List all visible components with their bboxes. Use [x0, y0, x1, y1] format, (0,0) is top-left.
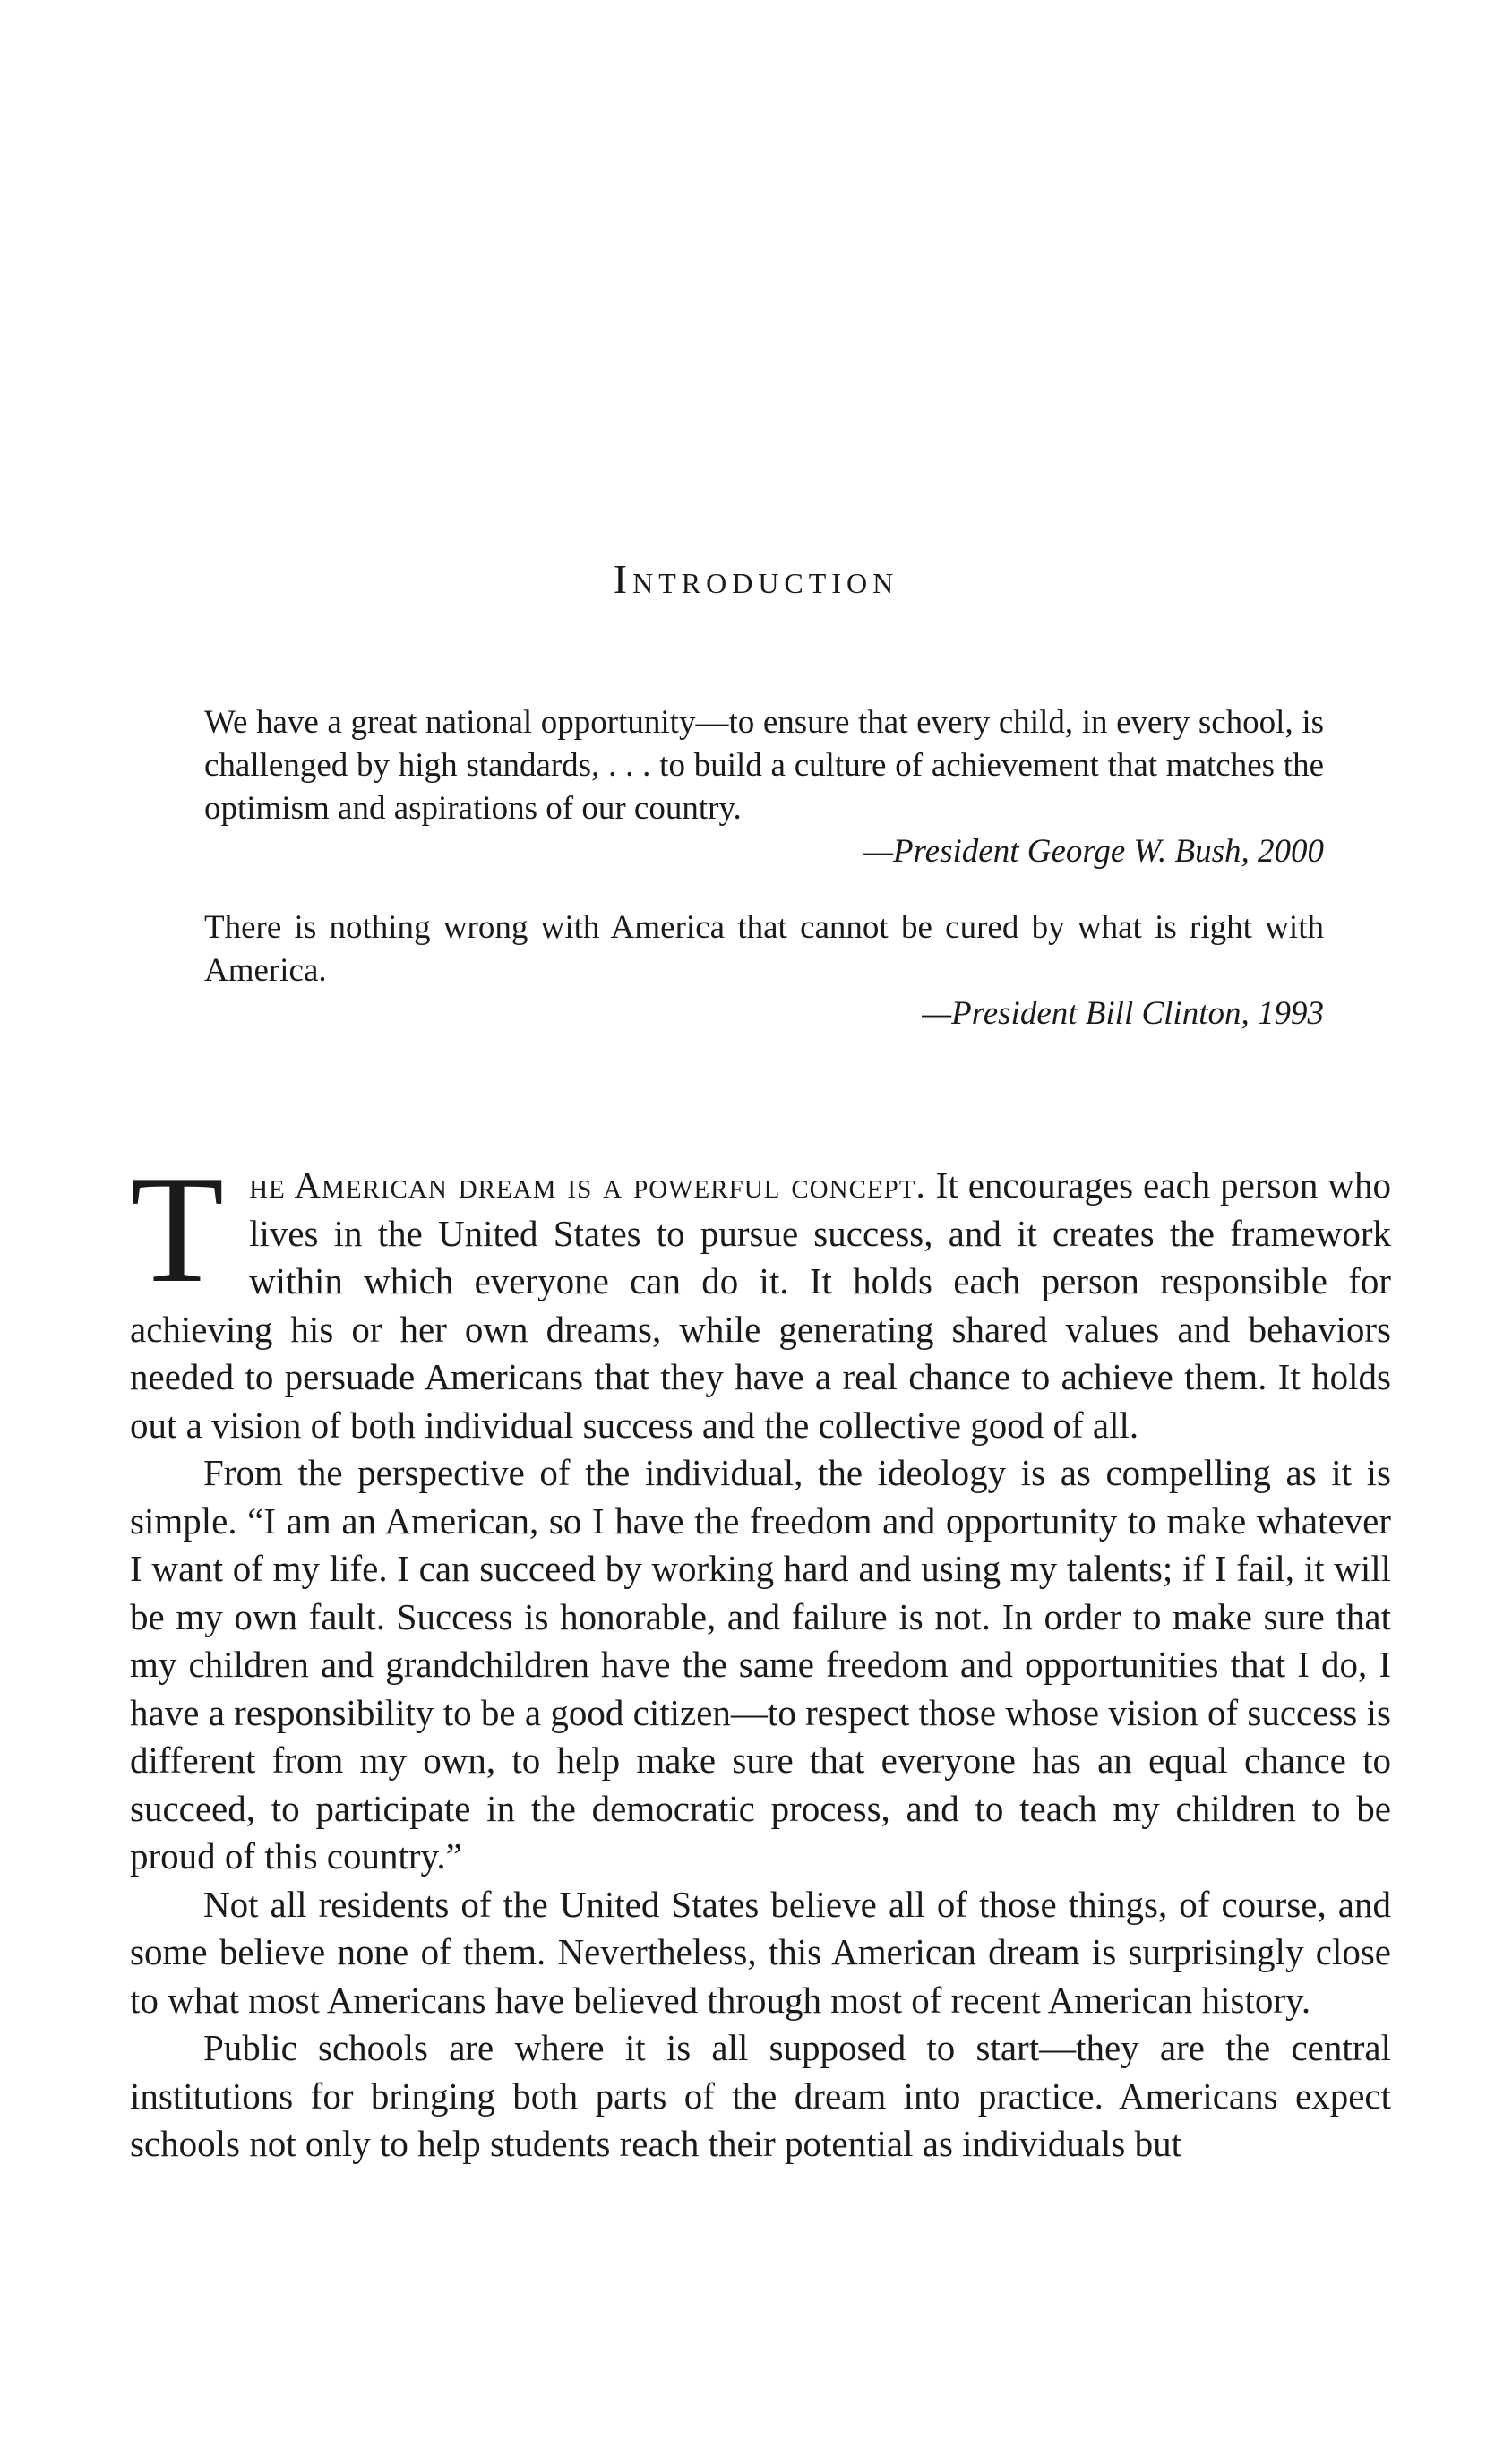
paragraph: From the perspective of the individual, the ideology is as compelling as it is simple. “I am an American, so I have the freedom and opportunity to make whatever I want of my life. I can succeed by working hard and using my talents; if I fail, it will be my own fault. Success is honorable, and failure is not. In order to make sure that my children and grandchildren have the same freedom and opportunities that I do, I have a responsibility to be a good citizen—to respect those whose vision of success is different from my own, to help make sure that everyone has an equal chance to succeed, to participate in the democratic process, and to teach my children to be proud of this country.”	[130, 1452, 1391, 1877]
epigraph	[204, 701, 1324, 873]
chapter-title: Introduction	[613, 556, 899, 602]
epigraph-attribution: —President Bill Clinton, 1993	[922, 995, 1324, 1032]
drop-cap: T	[130, 1145, 225, 1315]
epigraph-attribution: —President George W. Bush, 2000	[863, 833, 1324, 870]
epigraph-quote: There is nothing wrong with America that cannot be cured by what is right with America.	[204, 909, 1324, 989]
epigraph	[204, 906, 1324, 1035]
body-text	[130, 1145, 1391, 2169]
paragraph: Not all residents of the United States believe all of those things, of course, and some believe none of them. Nevertheless, this American dream is surprisingly close to what most Americans have believed through most of recent American history.	[130, 1883, 1391, 2021]
paragraph-text: It encourages each person who lives in the United States to pursue success, and it creates the framework within which everyone can do it. It holds each person responsible for achieving his or her own dreams, while generating shared values and behaviors needed to persuade Americans that they have a real chance to achieve them. It holds out a vision of both individual success and the collective good of all.	[130, 1164, 1391, 1446]
paragraph: Public schools are where it is all supposed to start—they are the central institutions for bringing both parts of the dream into practice. Americans expect schools not only to help students reach their potential as individuals but	[130, 2027, 1391, 2164]
lead-in: he American dream is a powerful concept.	[249, 1164, 926, 1206]
epigraph-quote: We have a great national opportunity—to ensure that every child, in every school, is challenged by high standards, . . . to build a culture of achievement that matches the optimism and aspirations of our country.	[204, 704, 1324, 827]
paragraph	[130, 1145, 1391, 1449]
